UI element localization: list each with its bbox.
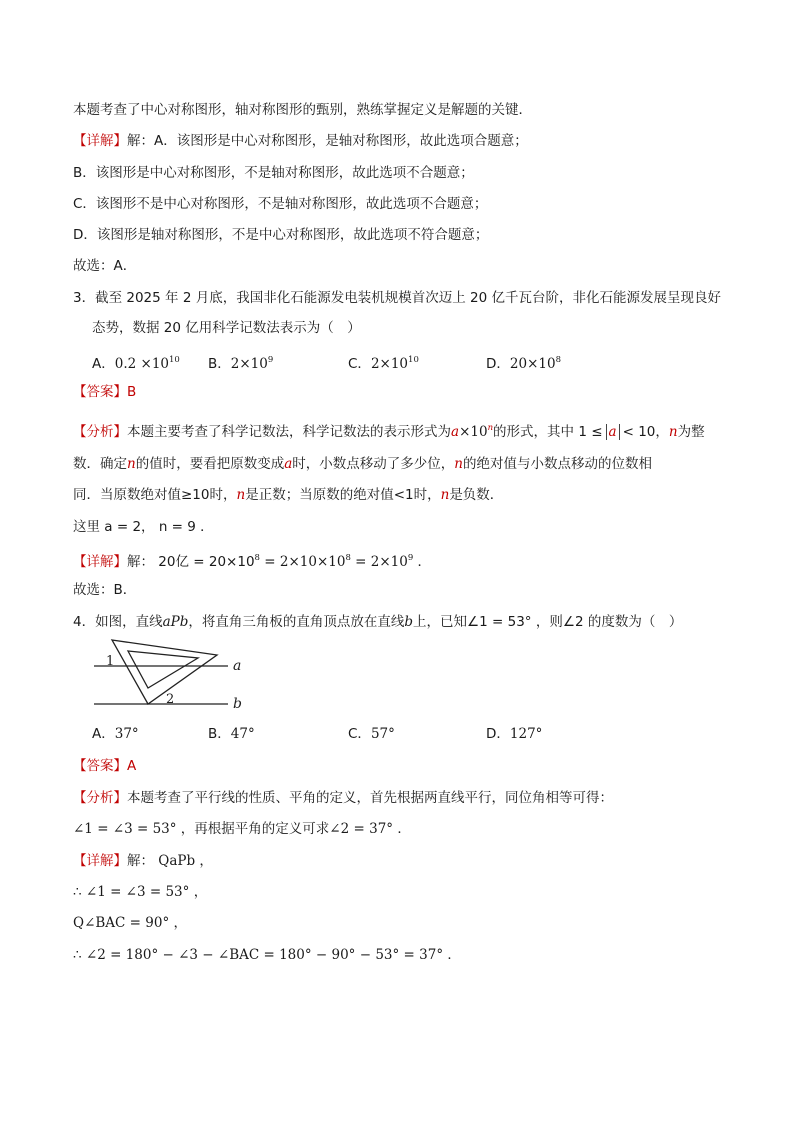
math-var: b bbox=[404, 614, 414, 630]
q4-option-b bbox=[208, 724, 255, 744]
analysis-text: 同．当原数绝对值≥10时， bbox=[73, 487, 237, 503]
math-var: n bbox=[487, 423, 494, 433]
detail-tag: 【详解】 bbox=[73, 554, 127, 570]
line-b-label: b bbox=[233, 696, 242, 712]
analysis-tag: 【分析】 bbox=[73, 790, 127, 806]
option-value: 127° bbox=[509, 726, 543, 742]
q3-here: 这里 a = 2， n = 9 ． bbox=[73, 519, 214, 535]
q2-line-d: D．该图形是轴对称图形，不是中心对称图形，故此选项不符合题意； bbox=[73, 227, 489, 243]
parallel-lines-triangle-figure bbox=[90, 638, 260, 718]
math-var: n bbox=[454, 456, 463, 472]
option-label: C． bbox=[348, 726, 371, 742]
q3-stem-line2: 态势，数据 20 亿用科学记数法表示为（ ） bbox=[92, 320, 361, 336]
q4-analysis bbox=[73, 788, 613, 808]
detail-text: 解：A．该图形是中心对称图形，是轴对称图形，故此选项合题意； bbox=[127, 133, 528, 149]
triangle-inner bbox=[128, 651, 198, 688]
math-var: n bbox=[668, 424, 678, 440]
stem-text: ，将直角三角板的直角顶点放在直线 bbox=[188, 614, 405, 630]
detail-text: 解： 20亿 = 20×10 bbox=[127, 554, 255, 570]
math-exponent: 8 bbox=[345, 553, 351, 563]
option-label: A． bbox=[92, 356, 115, 372]
q4-step3: Q∠BAC = 90° ， bbox=[73, 915, 187, 931]
answer-tag: 【答案】 bbox=[73, 384, 127, 400]
analysis-text: 本题主要考查了科学记数法，科学记数法的表示形式为 bbox=[127, 424, 451, 440]
math-text: = 2×10×10 bbox=[259, 554, 346, 570]
q4-option-d bbox=[486, 724, 542, 744]
option-coef: 20×10 bbox=[509, 356, 556, 372]
q4-answer bbox=[73, 756, 136, 776]
option-label: D． bbox=[486, 726, 510, 742]
angle-2-label: 2 bbox=[166, 692, 175, 707]
q3-answer bbox=[73, 382, 136, 402]
option-coef: 2×10 bbox=[230, 356, 268, 372]
math-text: ． bbox=[413, 554, 432, 570]
analysis-text: 本题考查了平行线的性质、平角的定义，首先根据两直线平行，同位角相等可得： bbox=[127, 790, 613, 806]
analysis-text: 的绝对值与小数点移动的位数相 bbox=[462, 456, 652, 472]
analysis-text: < 10， bbox=[622, 424, 669, 440]
analysis-text: 是正数；当原数的绝对值<1时， bbox=[245, 487, 441, 503]
line-a-label: a bbox=[233, 658, 242, 674]
q3-stem-line1: 3．截至 2025 年 2 月底，我国非化石能源发电装机规模首次迈上 20 亿千瓦台阶，非化石能源发展呈现良好 bbox=[73, 290, 721, 306]
option-coef: 2×10 bbox=[370, 356, 409, 372]
q3-option-d bbox=[486, 350, 561, 374]
q3-detail bbox=[73, 548, 431, 572]
q2-detail-line bbox=[73, 131, 528, 151]
math-var: n bbox=[440, 487, 450, 503]
option-value: 57° bbox=[370, 726, 395, 742]
analysis-text: 为整 bbox=[677, 424, 705, 440]
q4-option-a bbox=[92, 724, 139, 744]
math-var: a bbox=[608, 424, 617, 440]
q4-step4: ∴ ∠2 = 180° − ∠3 − ∠BAC = 180° − 90° − 53° = 37° ． bbox=[73, 947, 461, 963]
stem-text: 上，已知∠1 = 53° ，则∠2 的度数为（ ） bbox=[413, 614, 683, 630]
option-coef: 0.2 ×10 bbox=[114, 356, 170, 372]
math-exponent: 8 bbox=[254, 553, 260, 563]
analysis-tag: 【分析】 bbox=[73, 424, 127, 440]
option-exponent: 10 bbox=[169, 355, 180, 365]
math-var: a bbox=[284, 456, 293, 472]
option-value: 47° bbox=[230, 726, 255, 742]
q4-step2: ∴ ∠1 = ∠3 = 53° ， bbox=[73, 884, 208, 900]
option-label: B． bbox=[208, 356, 231, 372]
math-var: a bbox=[451, 424, 460, 440]
analysis-text: 是负数． bbox=[449, 487, 504, 503]
q3-option-c bbox=[348, 350, 419, 374]
option-label: D． bbox=[486, 356, 510, 372]
q2-line-b: B．该图形是中心对称图形，不是轴对称图形，故此选项不合题意； bbox=[73, 165, 474, 181]
stem-text: 4．如图，直线 bbox=[73, 614, 163, 630]
q2-choice: 故选：A． bbox=[73, 258, 137, 274]
triangle-outer bbox=[112, 640, 217, 704]
q4-detail bbox=[73, 851, 213, 871]
angle-1-label: 1 bbox=[106, 654, 115, 669]
answer-value: B bbox=[127, 384, 137, 400]
analysis-text: 的形式，其中 1 ≤ bbox=[493, 424, 603, 440]
math-var: aPb bbox=[162, 614, 189, 630]
analysis-text: 的值时，要看把原数变成 bbox=[135, 456, 285, 472]
q3-analysis-line3 bbox=[73, 485, 503, 505]
option-value: 37° bbox=[114, 726, 139, 742]
option-exponent: 10 bbox=[408, 355, 419, 365]
detail-tag: 【详解】 bbox=[73, 133, 127, 149]
math-var: n bbox=[127, 456, 136, 472]
intro-text: 本题考查了中心对称图形，轴对称图形的甄别，熟练掌握定义是解题的关键． bbox=[73, 102, 532, 118]
q3-option-b bbox=[208, 350, 273, 374]
detail-text: 解： QaPb ， bbox=[127, 853, 213, 869]
analysis-text: 时，小数点移动了多少位， bbox=[292, 456, 455, 472]
q4-step1: ∠1 = ∠3 = 53° ，再根据平角的定义可求∠2 = 37° ． bbox=[73, 821, 411, 837]
q2-line-c: C．该图形不是中心对称图形，不是轴对称图形，故此选项不合题意； bbox=[73, 196, 488, 212]
option-label: A． bbox=[92, 726, 115, 742]
answer-value: A bbox=[127, 758, 137, 774]
option-label: C． bbox=[348, 356, 371, 372]
q3-analysis-line2 bbox=[73, 454, 652, 474]
detail-tag: 【详解】 bbox=[73, 853, 127, 869]
q3-choice: 故选：B． bbox=[73, 582, 137, 598]
option-exponent: 8 bbox=[555, 355, 561, 365]
q3-option-a bbox=[92, 350, 180, 374]
answer-tag: 【答案】 bbox=[73, 758, 127, 774]
math-var: n bbox=[236, 487, 246, 503]
q4-stem bbox=[73, 612, 682, 632]
option-exponent: 9 bbox=[267, 355, 274, 365]
q4-option-c bbox=[348, 724, 395, 744]
q3-analysis-line1 bbox=[73, 418, 705, 442]
math-text: ×10 bbox=[459, 424, 488, 440]
math-text: = 2×10 bbox=[350, 554, 408, 570]
analysis-text: 数．确定 bbox=[73, 456, 127, 472]
math-exponent: 9 bbox=[407, 553, 414, 563]
option-label: B． bbox=[208, 726, 231, 742]
